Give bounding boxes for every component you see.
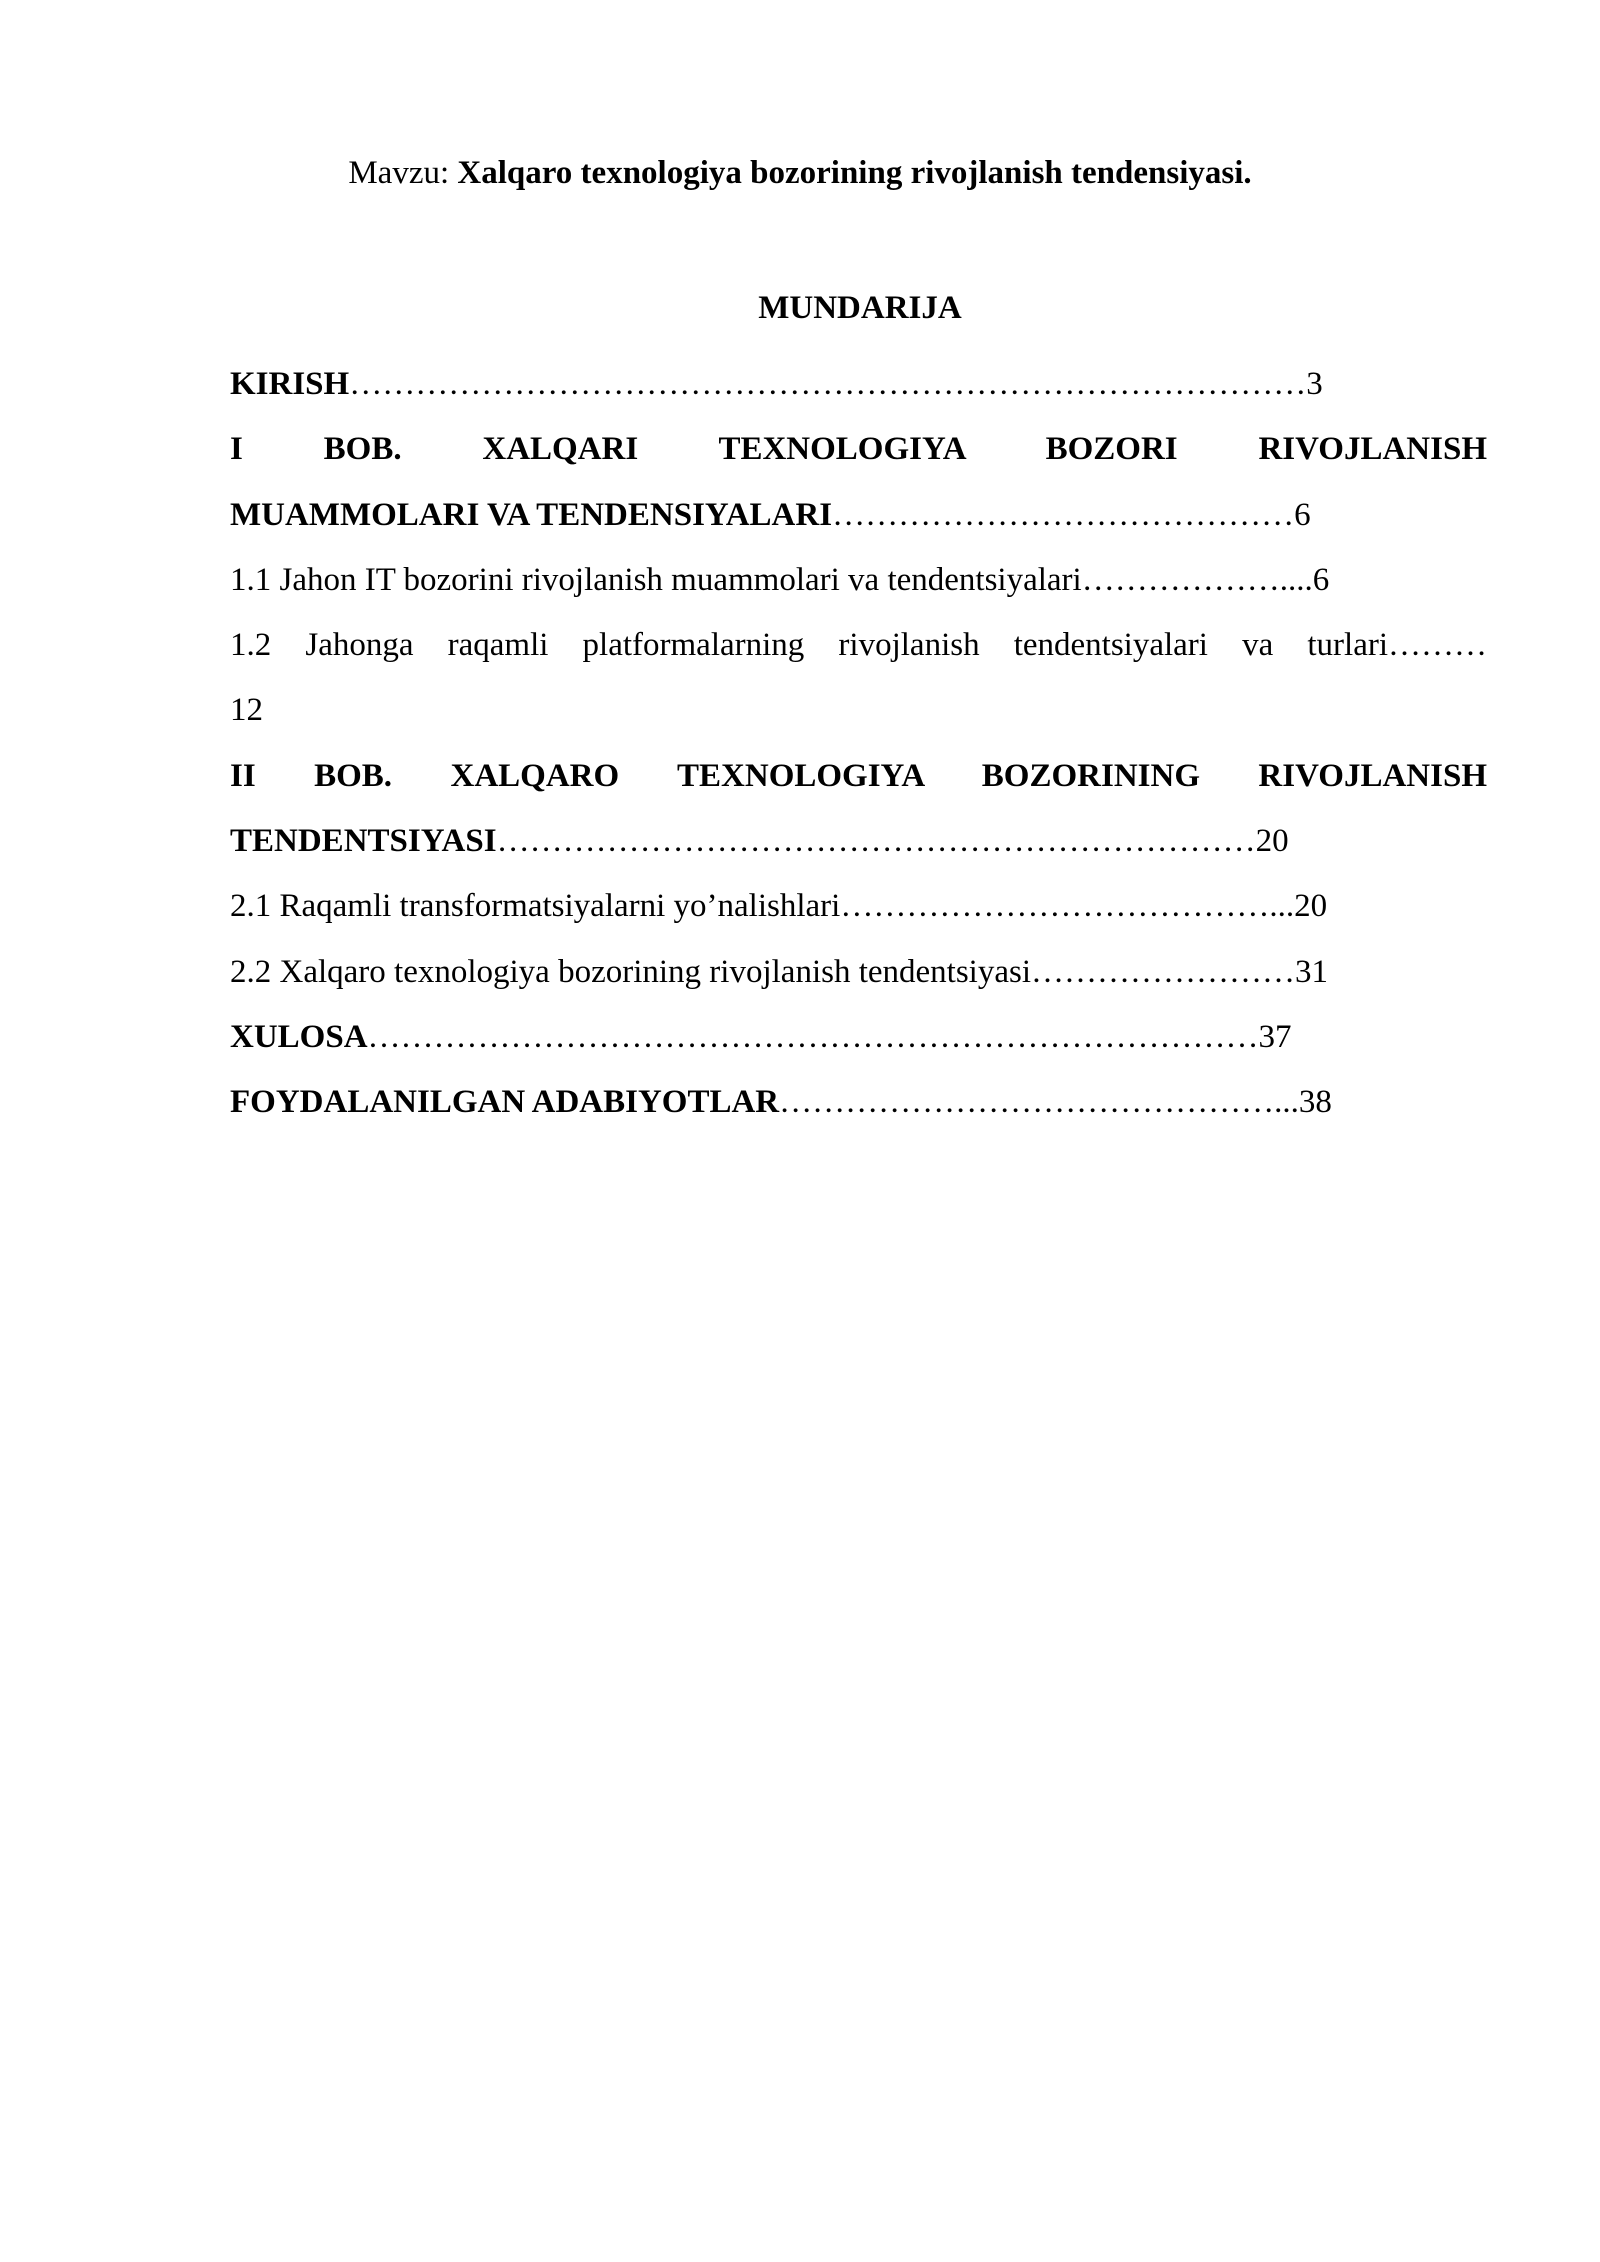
toc-entry-2-1 xyxy=(230,874,1487,939)
toc-entry-1-2-page: 12 xyxy=(230,692,263,729)
toc-entry-1-2-line1: 1.2 Jahonga raqamli platformalarning rivojlanish tendentsiyalari va turlari……… xyxy=(230,627,1487,664)
toc-entry-bob2-line1: II BOB. XALQARO TEXNOLOGIYA BOZORINING RIVOJLANISH xyxy=(230,757,1487,794)
toc-entry-page: 3 xyxy=(1306,366,1323,402)
toc-entry-xulosa xyxy=(230,1005,1487,1070)
toc-entry-title: KIRISH xyxy=(230,366,350,402)
toc-entry-title: 1.1 Jahon IT bozorini rivojlanish muammolari va tendentsiyalari xyxy=(230,561,1082,598)
toc-entry-page: ...20 xyxy=(1269,888,1328,925)
toc-entry-kirish xyxy=(230,352,1487,417)
toc-entry-title: 2.1 Raqamli transformatsiyalarni yo’nalishlari xyxy=(230,888,841,925)
toc-entry-bob2-line2 xyxy=(230,809,1487,874)
toc-entry-leader: ………………………………………. xyxy=(779,1084,1283,1121)
table-of-contents xyxy=(230,352,1487,1136)
toc-entry-page: 37 xyxy=(1258,1018,1292,1055)
toc-entry-bob1-line1: I BOB. XALQARI TEXNOLOGIYA BOZORI RIVOJLANISH xyxy=(230,431,1487,468)
toc-entry-page: 20 xyxy=(1255,823,1289,860)
topic-line xyxy=(0,153,1600,193)
toc-entry-title: XULOSA xyxy=(230,1018,368,1055)
toc-entry-page: 31 xyxy=(1295,953,1329,990)
toc-entry-leader: …………………………………………………………… xyxy=(496,823,1256,860)
toc-entry-leader: …………………………………… xyxy=(832,496,1295,533)
topic-label: Mavzu: xyxy=(348,155,450,191)
toc-entry-title: FOYDALANILGAN ADABIYOTLAR xyxy=(230,1084,780,1121)
toc-entry-leader: ………………………………… xyxy=(840,888,1270,925)
toc-entry-title: TENDENTSIYASI xyxy=(230,823,497,860)
toc-entry-page: 6 xyxy=(1294,496,1311,533)
toc-entry-page: ..38 xyxy=(1282,1084,1332,1121)
toc-entry-title: 2.2 Xalqaro texnologiya bozorining rivojlanish tendentsiyasi xyxy=(230,953,1032,990)
toc-entry-leader: …………………… xyxy=(1031,953,1296,990)
toc-entry-1-1 xyxy=(230,548,1487,613)
toc-entry-leader: …………………………………………………………………………… xyxy=(349,366,1307,402)
toc-entry-leader: ……………………………………………………………………… xyxy=(367,1018,1259,1055)
toc-heading: MUNDARIJA xyxy=(758,290,962,326)
toc-entry-page: ...6 xyxy=(1287,561,1330,598)
toc-entry-title: MUAMMOLARI VA TENDENSIYALARI xyxy=(230,496,833,533)
toc-entry-leader: ………………. xyxy=(1081,561,1288,598)
toc-entry-bob1-line2 xyxy=(230,483,1487,548)
toc-entry-2-2 xyxy=(230,940,1487,1005)
topic-title: Xalqaro texnologiya bozorining rivojlanish tendensiyasi. xyxy=(457,155,1252,191)
toc-entry-adabiyotlar xyxy=(230,1070,1487,1135)
